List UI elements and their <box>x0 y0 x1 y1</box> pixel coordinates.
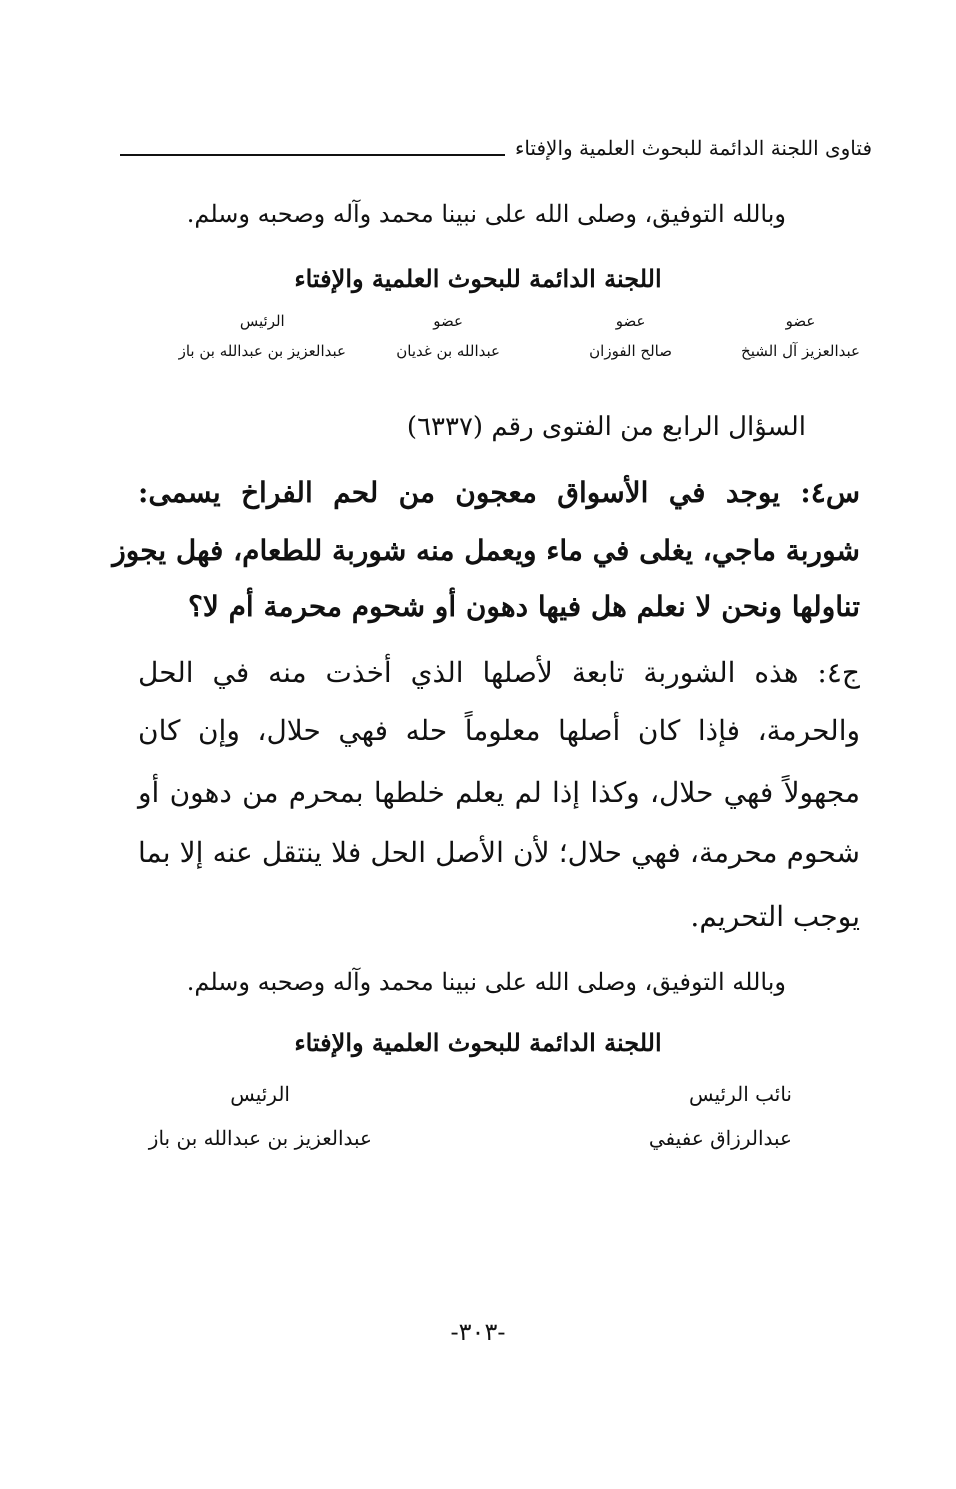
committee-name-2: اللجنة الدائمة للبحوث العلمية والإفتاء <box>294 1028 662 1057</box>
signatory-1 <box>741 312 860 360</box>
signatory-name: عبدالله بن غديان <box>396 342 500 360</box>
signatory-title: عضو <box>615 312 646 330</box>
running-header-title: فتاوى اللجنة الدائمة للبحوث العلمية والإفتاء <box>514 136 872 160</box>
signatory-3 <box>396 312 500 360</box>
signatory-name: عبدالعزيز بن عبدالله بن باز <box>178 342 346 360</box>
question-heading: السؤال الرابع من الفتوى رقم (٦٣٣٧) <box>406 412 806 442</box>
question-line: تناولها ونحن لا نعلم هل فيها دهون أو شحوم محرمة أم لا؟ <box>188 590 860 623</box>
answer-line: والحرمة، فإذا كان أصلها معلوماً حله فهي حلال، وإن كان <box>138 714 860 747</box>
signatory-name: عبدالعزيز آل الشيخ <box>741 342 860 360</box>
signatory-title: عضو <box>433 312 463 330</box>
committee-name-1: اللجنة الدائمة للبحوث العلمية والإفتاء <box>294 264 662 293</box>
signatory-4 <box>179 312 346 360</box>
signatory-name: صالح الفوزان <box>589 342 672 360</box>
signatory-name: عبدالرزاق عفيفي <box>648 1126 792 1150</box>
question-line: شوربة ماجي، يغلى في ماء ويعمل منه شوربة للطعام، فهل يجوز <box>112 534 860 567</box>
signatures-1 <box>160 312 860 382</box>
answer-line: شحوم محرمة، فهي حلال؛ لأن الأصل الحل فلا ينتقل عنه إلا بما <box>138 836 860 869</box>
page-number: -٣٠٣- <box>450 1318 506 1346</box>
closing-formula-1: وبالله التوفيق، وصلى الله على نبينا محمد وآله وصحبه وسلم. <box>186 200 786 228</box>
header-rule <box>120 154 505 156</box>
signatory-name: عبدالعزيز بن عبدالله بن باز <box>148 1126 372 1150</box>
signatory-title: نائب الرئيس <box>688 1082 792 1106</box>
answer-line: ج٤: هذه الشوربة تابعة لأصلها الذي أخذت منه في الحل <box>138 656 860 689</box>
question-line: س٤: يوجد في الأسواق معجون من لحم الفراخ يسمى: <box>138 476 860 509</box>
closing-formula-2: وبالله التوفيق، وصلى الله على نبينا محمد وآله وصحبه وسلم. <box>186 968 786 996</box>
answer-line: مجهولاً فهي حلال، وكذا إذا لم يعلم خلطها بمحرم من دهون أو <box>138 776 860 809</box>
signatory-title: الرئيس <box>239 312 285 330</box>
signatory-title: الرئيس <box>230 1082 290 1106</box>
answer-line: يوجب التحريم. <box>690 900 860 933</box>
signatory-2 <box>589 312 672 360</box>
running-header <box>120 128 872 168</box>
signatory-title: عضو <box>785 312 816 330</box>
